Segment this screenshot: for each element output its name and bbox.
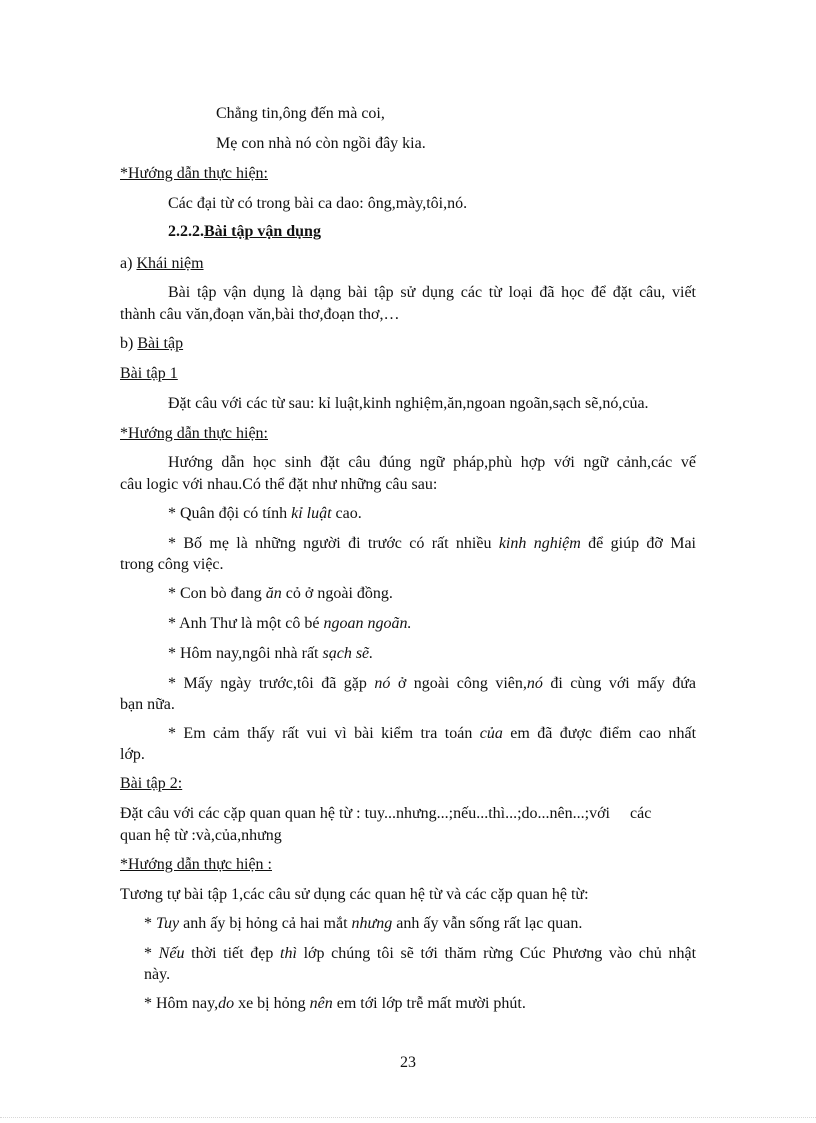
- sentence-text: * Anh Thư là một cô bé: [168, 615, 324, 632]
- sentence-text: * Hôm nay,ngôi nhà rất: [168, 645, 323, 662]
- concept-line-2: thành câu văn,đoạn văn,bài thơ,đoạn thơ,…: [120, 306, 400, 323]
- exercise-2-guide-text: Tương tự bài tập 1,các câu sử dụng các quan hệ từ và các cặp quan hệ từ:: [120, 886, 589, 903]
- exercise-2-sentence-1: [144, 914, 582, 934]
- emphasized-word: nó: [526, 675, 543, 692]
- sentence-text: đi cùng với mấy đứa: [542, 675, 696, 692]
- example-sentence-6-cont: bạn nữa.: [120, 696, 175, 713]
- emphasized-word: ngoan ngoãn.: [323, 615, 412, 632]
- example-sentence-5: [168, 644, 373, 664]
- concept-line-1: Bài tập vận dụng là dạng bài tập sử dụng các từ loại đã học để đặt câu, viết: [168, 284, 696, 301]
- emphasized-word: do: [218, 995, 235, 1012]
- sentence-text: * Con bò đang: [168, 585, 266, 602]
- section-heading: [168, 222, 321, 242]
- sentence-text: cỏ ở ngoài đồng.: [281, 585, 393, 602]
- exercise-2-sentence-2-cont: này.: [144, 966, 171, 983]
- exercise-2-prompt-line-2: quan hệ từ :và,của,nhưng: [120, 827, 282, 844]
- concept-heading: [120, 254, 204, 274]
- exercise-2-sentence-2: [144, 944, 696, 964]
- sentence-text: *: [144, 945, 159, 962]
- guide-text-1: Các đại từ có trong bài ca dao: ông,mày,tôi,nó.: [168, 195, 468, 212]
- emphasized-word: ăn: [265, 585, 282, 602]
- emphasized-word: nhưng: [351, 915, 393, 932]
- emphasized-word: sạch sẽ.: [322, 645, 374, 662]
- sentence-text: * Quân đội có tính: [168, 505, 292, 522]
- sentence-text: * Hôm nay,: [144, 995, 219, 1012]
- sentence-text: em tới lớp trễ mất mười phút.: [332, 995, 526, 1012]
- sentence-text: xe bị hỏng: [234, 995, 310, 1012]
- exercise-2-guide-heading: *Hướng dẫn thực hiện :: [120, 856, 272, 873]
- example-sentence-3: [168, 584, 393, 604]
- concept-label: Khái niệm: [136, 255, 204, 272]
- emphasized-word: nó: [374, 675, 391, 692]
- section-number: 2.2.2.: [168, 223, 204, 240]
- emphasized-word: thì: [280, 945, 297, 962]
- exercise-2-title: Bài tập 2:: [120, 775, 183, 792]
- exercise-1-guide-line-1: Hướng dẫn học sinh đặt câu đúng ngữ pháp,phù hợp với ngữ cảnh,các vế: [168, 454, 696, 471]
- emphasized-word: kỉ luật: [291, 505, 332, 522]
- sentence-text: anh ấy bị hỏng cả hai mắt: [179, 915, 352, 932]
- exercises-prefix: b): [120, 335, 138, 352]
- page-number: 23: [400, 1054, 416, 1071]
- example-sentence-6: [168, 674, 696, 694]
- emphasized-word: Tuy: [156, 915, 180, 932]
- section-title: Bài tập vận dụng: [204, 223, 321, 240]
- sentence-text: *: [144, 915, 156, 932]
- concept-prefix: a): [120, 255, 137, 272]
- emphasized-word: Nếu: [158, 945, 185, 962]
- emphasized-word: kinh nghiệm: [498, 535, 581, 552]
- sentence-text: thời tiết đẹp: [184, 945, 281, 962]
- sentence-text: * Mấy ngày trước,tôi đã gặp: [168, 675, 375, 692]
- exercise-1-guide-line-2: câu logic với nhau.Có thể đặt như những câu sau:: [120, 476, 438, 493]
- sentence-text: * Em cảm thấy rất vui vì bài kiểm tra toán: [168, 725, 480, 742]
- example-sentence-7: [168, 724, 696, 744]
- sentence-text: ở ngoài công viên,: [390, 675, 527, 692]
- example-sentence-7-cont: lớp.: [120, 746, 145, 763]
- example-sentence-2: [168, 534, 696, 554]
- sentence-text: em đã được điểm cao nhất: [502, 725, 697, 742]
- emphasized-word: của: [479, 725, 503, 742]
- poem-line-1: Chẳng tin,ông đến mà coi,: [216, 105, 385, 122]
- sentence-text: cao.: [331, 505, 362, 522]
- guide-heading-1: *Hướng dẫn thực hiện:: [120, 165, 268, 182]
- exercise-2-sentence-3: [144, 994, 526, 1014]
- exercise-1-title: Bài tập 1: [120, 365, 178, 382]
- exercise-1-prompt: Đặt câu với các từ sau: kỉ luật,kinh nghiệm,ăn,ngoan ngoãn,sạch sẽ,nó,của.: [168, 395, 649, 412]
- sentence-text: * Bố mẹ là những người đi trước có rất nhiều: [168, 535, 499, 552]
- example-sentence-2-cont: trong công việc.: [120, 556, 224, 573]
- example-sentence-1: [168, 504, 362, 524]
- poem-line-2: Mẹ con nhà nó còn ngồi đây kia.: [216, 135, 426, 152]
- emphasized-word: nên: [309, 995, 333, 1012]
- page-bottom-divider: [0, 1117, 816, 1118]
- exercises-label: Bài tập: [137, 335, 184, 352]
- sentence-text: anh ấy vẫn sống rất lạc quan.: [392, 915, 583, 932]
- exercise-1-guide-heading: *Hướng dẫn thực hiện:: [120, 425, 268, 442]
- exercises-heading: [120, 334, 183, 354]
- sentence-text: để giúp đỡ Mai: [580, 535, 696, 552]
- example-sentence-4: [168, 614, 411, 634]
- sentence-text: lớp chúng tôi sẽ tới thăm rừng Cúc Phương vào chủ nhật: [296, 945, 697, 962]
- exercise-2-prompt-line-1: Đặt câu với các cặp quan quan hệ từ : tuy...nhưng...;nếu...thì...;do...nên...;với các: [120, 805, 652, 822]
